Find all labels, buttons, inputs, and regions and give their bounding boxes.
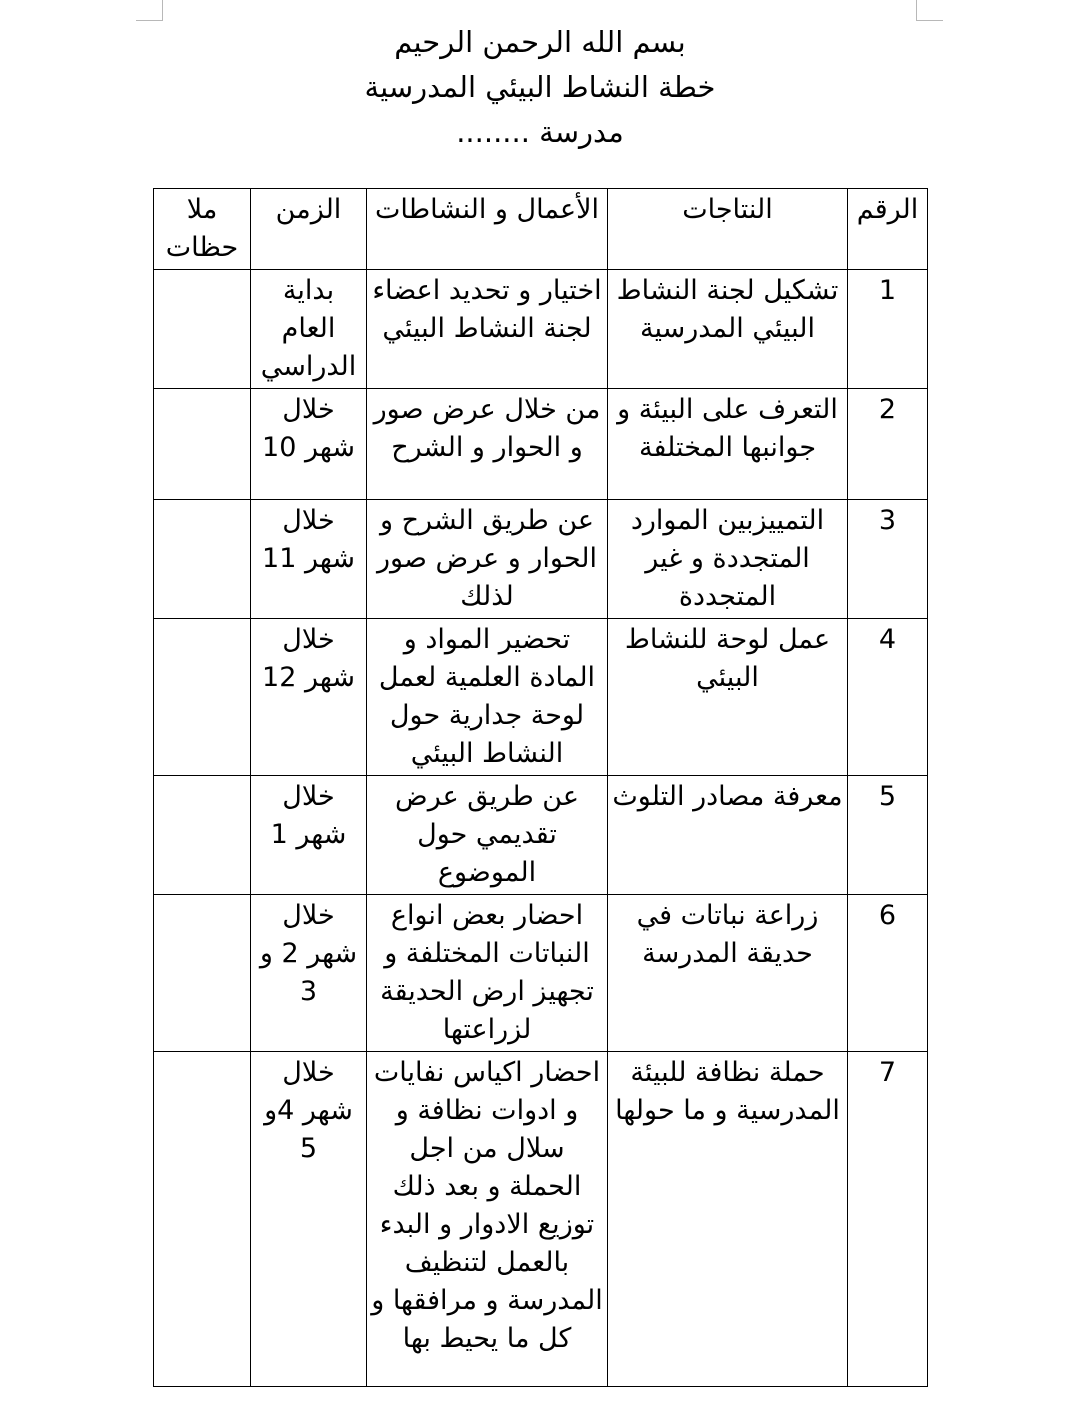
table-row bbox=[154, 895, 928, 1052]
outcome-cell: التعرف على البيئة و جوانبها المختلفة bbox=[608, 389, 848, 500]
row-number: 4 bbox=[848, 619, 928, 776]
row-number: 6 bbox=[848, 895, 928, 1052]
outcome-cell: معرفة مصادر التلوث bbox=[608, 776, 848, 895]
notes-cell bbox=[154, 270, 251, 389]
school-name: مدرسة ........ bbox=[456, 115, 624, 149]
column-header-outcomes: النتاجات bbox=[608, 189, 848, 270]
outcome-cell: حملة نظافة للبيئة المدرسية و ما حولها bbox=[608, 1052, 848, 1387]
time-cell: خلال شهر 1 bbox=[251, 776, 367, 895]
page-corner-mark-right bbox=[916, 0, 943, 21]
outcome-cell: عمل لوحة للنشاط البيئي bbox=[608, 619, 848, 776]
notes-cell bbox=[154, 389, 251, 500]
activity-cell: من خلال عرض صور و الحوار و الشرح bbox=[367, 389, 608, 500]
column-header-time: الزمن bbox=[251, 189, 367, 270]
time-cell: خلال شهر 11 bbox=[251, 500, 367, 619]
table-row bbox=[154, 389, 928, 500]
time-cell: خلال شهر 12 bbox=[251, 619, 367, 776]
table-row bbox=[154, 270, 928, 389]
row-number: 1 bbox=[848, 270, 928, 389]
row-number: 2 bbox=[848, 389, 928, 500]
activity-cell: عن طريق عرض تقديمي حول الموضوع bbox=[367, 776, 608, 895]
row-number: 5 bbox=[848, 776, 928, 895]
activity-cell: عن طريق الشرح و الحوار و عرض صور لذلك bbox=[367, 500, 608, 619]
row-number: 7 bbox=[848, 1052, 928, 1387]
activity-cell: تحضير المواد و المادة العلمية لعمل لوحة جدارية حول النشاط البيئي bbox=[367, 619, 608, 776]
activity-plan-table bbox=[153, 188, 928, 1387]
table-row bbox=[154, 500, 928, 619]
document-header bbox=[0, 20, 1080, 155]
outcome-cell: التمييزبين الموارد المتجددة و غير المتجددة bbox=[608, 500, 848, 619]
notes-cell bbox=[154, 776, 251, 895]
activity-cell: احضار بعض انواع النباتات المختلفة و تجهيز ارض الحديقة لزراعتها bbox=[367, 895, 608, 1052]
table-row bbox=[154, 619, 928, 776]
table-row bbox=[154, 776, 928, 895]
notes-cell bbox=[154, 1052, 251, 1387]
column-header-notes: ملا حظات bbox=[154, 189, 251, 270]
time-cell: بداية العام الدراسي bbox=[251, 270, 367, 389]
activity-cell: اختيار و تحديد اعضاء لجنة النشاط البيئي bbox=[367, 270, 608, 389]
table-row bbox=[154, 1052, 928, 1387]
notes-cell bbox=[154, 895, 251, 1052]
notes-cell bbox=[154, 619, 251, 776]
outcome-cell: تشكيل لجنة النشاط البيئي المدرسية bbox=[608, 270, 848, 389]
activity-cell: احضار اكياس نفايات و ادوات نظافة و سلال من اجل الحملة و بعد ذلك توزيع الادوار و البدء بالعمل لتنظيف المدرسة و مرافقها و كل ما يحيط بها bbox=[367, 1052, 608, 1387]
column-header-number: الرقم bbox=[848, 189, 928, 270]
page-corner-mark-left bbox=[136, 0, 163, 21]
basmala: بسم الله الرحمن الرحيم bbox=[394, 25, 686, 59]
column-header-activities: الأعمال و النشاطات bbox=[367, 189, 608, 270]
outcome-cell: زراعة نباتات في حديقة المدرسة bbox=[608, 895, 848, 1052]
time-cell: خلال شهر 4و 5 bbox=[251, 1052, 367, 1387]
time-cell: خلال شهر 10 bbox=[251, 389, 367, 500]
notes-cell bbox=[154, 500, 251, 619]
row-number: 3 bbox=[848, 500, 928, 619]
document-title: خطة النشاط البيئي المدرسية bbox=[364, 70, 716, 104]
time-cell: خلال شهر 2 و 3 bbox=[251, 895, 367, 1052]
table-header-row bbox=[154, 189, 928, 270]
